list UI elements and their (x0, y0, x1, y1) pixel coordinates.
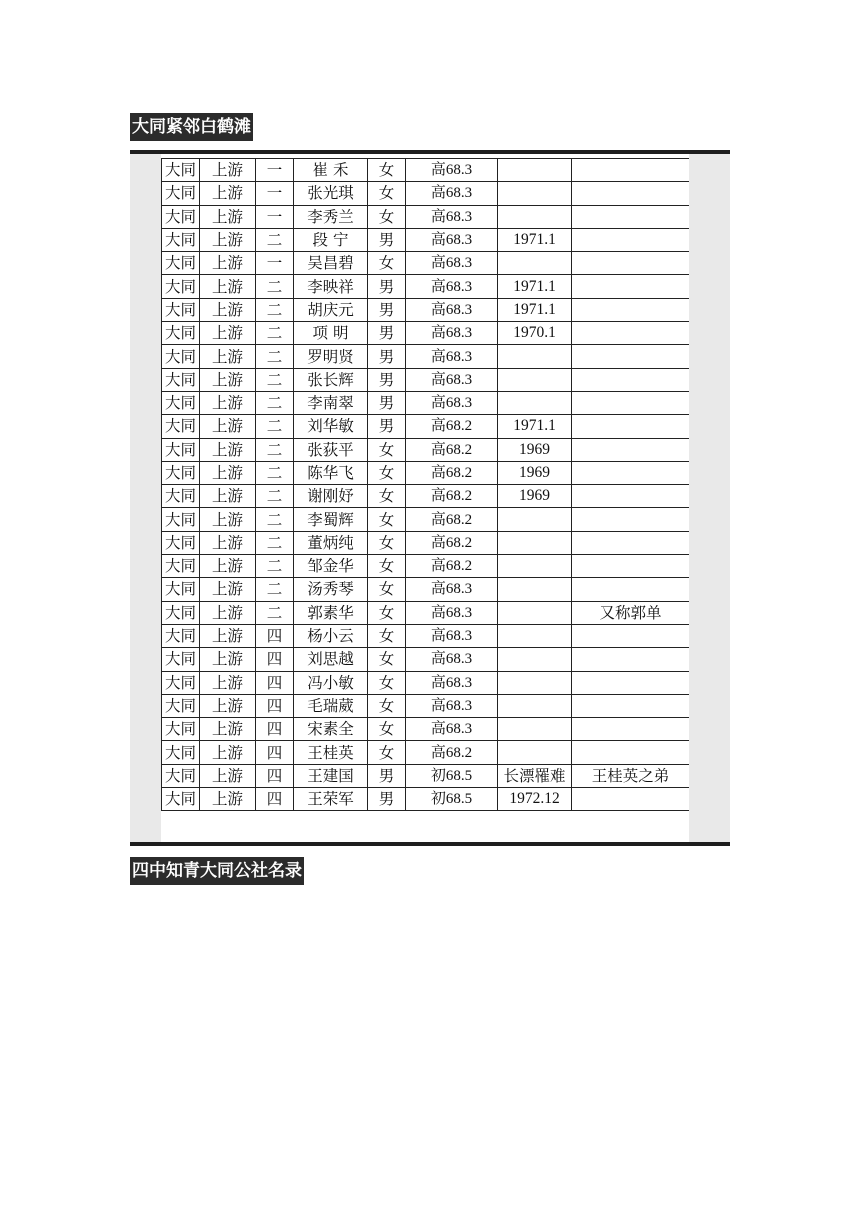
team-cell: 四 (256, 671, 294, 694)
table-row (162, 555, 690, 578)
roster-table-frame (130, 150, 730, 846)
name-cell: 毛瑞葳 (294, 694, 368, 717)
team-cell: 一 (256, 252, 294, 275)
class-cell: 高68.2 (406, 485, 498, 508)
gender-cell: 女 (368, 741, 406, 764)
name-cell: 谢刚妤 (294, 485, 368, 508)
team-cell: 二 (256, 275, 294, 298)
commune-cell: 大同 (162, 508, 200, 531)
note-cell (572, 485, 690, 508)
note-cell (572, 391, 690, 414)
brigade-cell: 上游 (200, 601, 256, 624)
commune-cell: 大同 (162, 159, 200, 182)
note-cell (572, 182, 690, 205)
brigade-cell: 上游 (200, 159, 256, 182)
gender-cell: 女 (368, 624, 406, 647)
team-cell: 二 (256, 578, 294, 601)
commune-cell: 大同 (162, 228, 200, 251)
name-cell: 董炳纯 (294, 531, 368, 554)
team-cell: 二 (256, 531, 294, 554)
commune-cell: 大同 (162, 555, 200, 578)
gender-cell: 男 (368, 391, 406, 414)
date-cell (498, 345, 572, 368)
date-cell (498, 741, 572, 764)
table-row (162, 718, 690, 741)
note-cell (572, 298, 690, 321)
note-cell (572, 578, 690, 601)
note-cell (572, 252, 690, 275)
class-cell: 高68.3 (406, 694, 498, 717)
class-cell: 高68.2 (406, 438, 498, 461)
commune-cell: 大同 (162, 461, 200, 484)
gender-cell: 男 (368, 415, 406, 438)
gender-cell: 女 (368, 601, 406, 624)
team-cell: 二 (256, 508, 294, 531)
team-cell: 一 (256, 182, 294, 205)
table-row (162, 368, 690, 391)
commune-cell: 大同 (162, 624, 200, 647)
gender-cell: 女 (368, 531, 406, 554)
table-row (162, 508, 690, 531)
name-cell: 李映祥 (294, 275, 368, 298)
commune-cell: 大同 (162, 718, 200, 741)
commune-cell: 大同 (162, 694, 200, 717)
note-cell (572, 788, 690, 811)
table-row (162, 298, 690, 321)
gender-cell: 女 (368, 159, 406, 182)
class-cell: 高68.3 (406, 205, 498, 228)
table-row (162, 461, 690, 484)
gender-cell: 女 (368, 694, 406, 717)
name-cell: 罗明贤 (294, 345, 368, 368)
commune-cell: 大同 (162, 741, 200, 764)
date-cell (498, 391, 572, 414)
brigade-cell: 上游 (200, 461, 256, 484)
note-cell (572, 555, 690, 578)
gender-cell: 女 (368, 671, 406, 694)
name-cell: 段 宁 (294, 228, 368, 251)
commune-cell: 大同 (162, 788, 200, 811)
date-cell (498, 648, 572, 671)
name-cell: 张长辉 (294, 368, 368, 391)
commune-cell: 大同 (162, 368, 200, 391)
name-cell: 宋素全 (294, 718, 368, 741)
name-cell: 王荣军 (294, 788, 368, 811)
team-cell: 四 (256, 764, 294, 787)
name-cell: 崔 禾 (294, 159, 368, 182)
date-cell (498, 252, 572, 275)
gender-cell: 女 (368, 438, 406, 461)
brigade-cell: 上游 (200, 624, 256, 647)
date-cell (498, 578, 572, 601)
gender-cell: 女 (368, 485, 406, 508)
team-cell: 二 (256, 345, 294, 368)
name-cell: 项 明 (294, 322, 368, 345)
date-cell (498, 694, 572, 717)
class-cell: 高68.3 (406, 648, 498, 671)
date-cell: 1972.12 (498, 788, 572, 811)
commune-cell: 大同 (162, 578, 200, 601)
brigade-cell: 上游 (200, 718, 256, 741)
table-row (162, 159, 690, 182)
class-cell: 初68.5 (406, 764, 498, 787)
note-cell (572, 205, 690, 228)
table-bottom-border (130, 842, 730, 846)
class-cell: 高68.3 (406, 182, 498, 205)
gender-cell: 女 (368, 252, 406, 275)
note-cell (572, 694, 690, 717)
gender-cell: 女 (368, 578, 406, 601)
gender-cell: 女 (368, 205, 406, 228)
class-cell: 高68.3 (406, 601, 498, 624)
table-row (162, 275, 690, 298)
note-cell (572, 228, 690, 251)
gender-cell: 男 (368, 298, 406, 321)
name-cell: 汤秀琴 (294, 578, 368, 601)
class-cell: 高68.2 (406, 461, 498, 484)
date-cell (498, 555, 572, 578)
note-cell (572, 322, 690, 345)
note-cell (572, 508, 690, 531)
brigade-cell: 上游 (200, 345, 256, 368)
team-cell: 四 (256, 788, 294, 811)
team-cell: 二 (256, 415, 294, 438)
name-cell: 张光琪 (294, 182, 368, 205)
class-cell: 高68.3 (406, 578, 498, 601)
brigade-cell: 上游 (200, 182, 256, 205)
date-cell (498, 671, 572, 694)
note-cell (572, 275, 690, 298)
team-cell: 二 (256, 368, 294, 391)
gender-cell: 男 (368, 275, 406, 298)
name-cell: 陈华飞 (294, 461, 368, 484)
brigade-cell: 上游 (200, 485, 256, 508)
date-cell: 1969 (498, 485, 572, 508)
table-row (162, 788, 690, 811)
class-cell: 高68.2 (406, 531, 498, 554)
class-cell: 高68.3 (406, 275, 498, 298)
name-cell: 李蜀辉 (294, 508, 368, 531)
date-cell: 1971.1 (498, 298, 572, 321)
date-cell (498, 205, 572, 228)
commune-cell: 大同 (162, 601, 200, 624)
date-cell: 1971.1 (498, 275, 572, 298)
note-cell (572, 368, 690, 391)
team-cell: 二 (256, 601, 294, 624)
note-cell (572, 159, 690, 182)
table-row (162, 624, 690, 647)
name-cell: 邹金华 (294, 555, 368, 578)
table-row (162, 322, 690, 345)
commune-cell: 大同 (162, 345, 200, 368)
note-cell (572, 345, 690, 368)
name-cell: 王桂英 (294, 741, 368, 764)
roster-table (161, 158, 689, 811)
name-cell: 杨小云 (294, 624, 368, 647)
gender-cell: 男 (368, 764, 406, 787)
team-cell: 一 (256, 205, 294, 228)
date-cell: 1969 (498, 438, 572, 461)
commune-cell: 大同 (162, 485, 200, 508)
brigade-cell: 上游 (200, 252, 256, 275)
note-cell: 王桂英之弟 (572, 764, 690, 787)
name-cell: 吴昌碧 (294, 252, 368, 275)
gender-cell: 女 (368, 508, 406, 531)
roster-table-area (161, 154, 689, 842)
class-cell: 高68.3 (406, 391, 498, 414)
class-cell: 高68.3 (406, 298, 498, 321)
brigade-cell: 上游 (200, 531, 256, 554)
gender-cell: 男 (368, 368, 406, 391)
class-cell: 高68.3 (406, 624, 498, 647)
gender-cell: 男 (368, 228, 406, 251)
team-cell: 四 (256, 718, 294, 741)
gender-cell: 女 (368, 648, 406, 671)
brigade-cell: 上游 (200, 275, 256, 298)
brigade-cell: 上游 (200, 694, 256, 717)
name-cell: 冯小敏 (294, 671, 368, 694)
table-row (162, 345, 690, 368)
commune-cell: 大同 (162, 275, 200, 298)
note-cell (572, 461, 690, 484)
brigade-cell: 上游 (200, 764, 256, 787)
commune-cell: 大同 (162, 205, 200, 228)
brigade-cell: 上游 (200, 741, 256, 764)
name-cell: 张荻平 (294, 438, 368, 461)
brigade-cell: 上游 (200, 205, 256, 228)
gender-cell: 女 (368, 182, 406, 205)
gender-cell: 男 (368, 345, 406, 368)
commune-cell: 大同 (162, 322, 200, 345)
date-cell (498, 601, 572, 624)
class-cell: 高68.2 (406, 741, 498, 764)
team-cell: 四 (256, 694, 294, 717)
note-cell (572, 531, 690, 554)
table-row (162, 438, 690, 461)
note-cell: 又称郭单 (572, 601, 690, 624)
commune-cell: 大同 (162, 648, 200, 671)
commune-cell: 大同 (162, 415, 200, 438)
class-cell: 高68.2 (406, 508, 498, 531)
table-row (162, 671, 690, 694)
brigade-cell: 上游 (200, 788, 256, 811)
gender-cell: 女 (368, 718, 406, 741)
class-cell: 高68.3 (406, 368, 498, 391)
brigade-cell: 上游 (200, 298, 256, 321)
class-cell: 高68.3 (406, 159, 498, 182)
note-cell (572, 438, 690, 461)
class-cell: 初68.5 (406, 788, 498, 811)
team-cell: 二 (256, 228, 294, 251)
class-cell: 高68.3 (406, 322, 498, 345)
table-row (162, 228, 690, 251)
table-row (162, 764, 690, 787)
gender-cell: 男 (368, 322, 406, 345)
section-heading-top: 大同紧邻白鹤滩 (130, 113, 253, 141)
brigade-cell: 上游 (200, 578, 256, 601)
commune-cell: 大同 (162, 298, 200, 321)
date-cell (498, 368, 572, 391)
brigade-cell: 上游 (200, 322, 256, 345)
brigade-cell: 上游 (200, 438, 256, 461)
roster-table-body (162, 159, 690, 811)
date-cell (498, 718, 572, 741)
table-row (162, 578, 690, 601)
team-cell: 二 (256, 391, 294, 414)
name-cell: 郭素华 (294, 601, 368, 624)
team-cell: 二 (256, 485, 294, 508)
name-cell: 李秀兰 (294, 205, 368, 228)
brigade-cell: 上游 (200, 368, 256, 391)
team-cell: 二 (256, 322, 294, 345)
team-cell: 二 (256, 298, 294, 321)
commune-cell: 大同 (162, 252, 200, 275)
commune-cell: 大同 (162, 531, 200, 554)
note-cell (572, 624, 690, 647)
team-cell: 二 (256, 461, 294, 484)
class-cell: 高68.3 (406, 718, 498, 741)
name-cell: 胡庆元 (294, 298, 368, 321)
brigade-cell: 上游 (200, 508, 256, 531)
note-cell (572, 648, 690, 671)
table-row (162, 485, 690, 508)
class-cell: 高68.3 (406, 228, 498, 251)
note-cell (572, 741, 690, 764)
brigade-cell: 上游 (200, 648, 256, 671)
team-cell: 二 (256, 438, 294, 461)
team-cell: 四 (256, 648, 294, 671)
table-row (162, 391, 690, 414)
brigade-cell: 上游 (200, 415, 256, 438)
table-row (162, 601, 690, 624)
table-row (162, 741, 690, 764)
class-cell: 高68.2 (406, 555, 498, 578)
note-cell (572, 718, 690, 741)
gender-cell: 女 (368, 555, 406, 578)
team-cell: 二 (256, 555, 294, 578)
name-cell: 李南翠 (294, 391, 368, 414)
commune-cell: 大同 (162, 438, 200, 461)
class-cell: 高68.3 (406, 252, 498, 275)
brigade-cell: 上游 (200, 228, 256, 251)
class-cell: 高68.2 (406, 415, 498, 438)
team-cell: 四 (256, 624, 294, 647)
date-cell: 长漂罹难 (498, 764, 572, 787)
table-row (162, 205, 690, 228)
commune-cell: 大同 (162, 764, 200, 787)
team-cell: 一 (256, 159, 294, 182)
gender-cell: 男 (368, 788, 406, 811)
date-cell (498, 508, 572, 531)
class-cell: 高68.3 (406, 345, 498, 368)
brigade-cell: 上游 (200, 391, 256, 414)
table-row (162, 694, 690, 717)
date-cell (498, 531, 572, 554)
name-cell: 刘华敏 (294, 415, 368, 438)
date-cell: 1969 (498, 461, 572, 484)
name-cell: 王建国 (294, 764, 368, 787)
commune-cell: 大同 (162, 182, 200, 205)
note-cell (572, 671, 690, 694)
date-cell: 1971.1 (498, 228, 572, 251)
date-cell (498, 182, 572, 205)
date-cell: 1970.1 (498, 322, 572, 345)
note-cell (572, 415, 690, 438)
table-row (162, 415, 690, 438)
date-cell (498, 624, 572, 647)
date-cell: 1971.1 (498, 415, 572, 438)
commune-cell: 大同 (162, 671, 200, 694)
table-row (162, 252, 690, 275)
section-heading-bottom: 四中知青大同公社名录 (130, 857, 304, 885)
class-cell: 高68.3 (406, 671, 498, 694)
name-cell: 刘思越 (294, 648, 368, 671)
commune-cell: 大同 (162, 391, 200, 414)
table-row (162, 531, 690, 554)
brigade-cell: 上游 (200, 555, 256, 578)
brigade-cell: 上游 (200, 671, 256, 694)
table-row (162, 648, 690, 671)
team-cell: 四 (256, 741, 294, 764)
gender-cell: 女 (368, 461, 406, 484)
date-cell (498, 159, 572, 182)
table-row (162, 182, 690, 205)
